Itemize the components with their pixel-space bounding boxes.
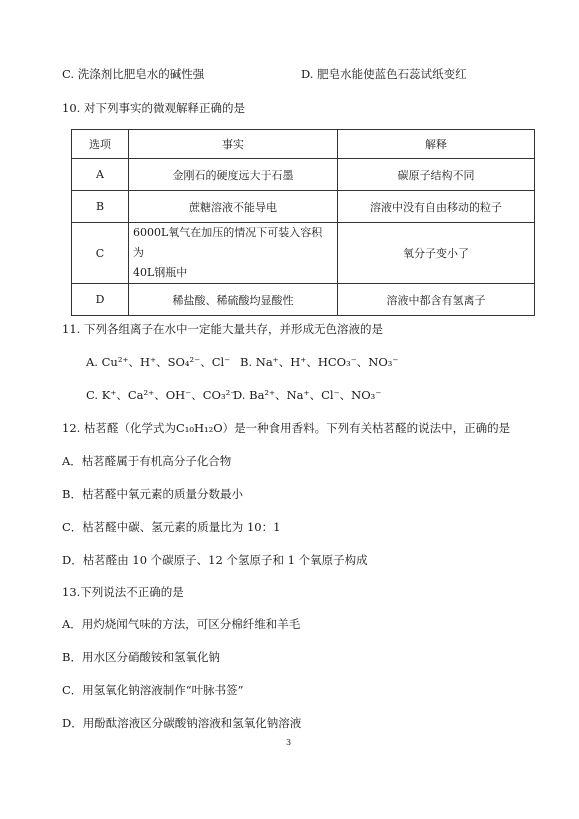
q11-option-d	[233, 387, 381, 403]
option-d-prev-question: D. 肥皂水能使蓝色石蕊试纸变红	[301, 67, 467, 81]
q13-option-a: A．用灼烧闻气味的方法，可区分棉纤维和羊毛	[62, 617, 301, 631]
row-a-explanation: 碳原子结构不同	[338, 159, 535, 191]
row-d-option: D	[72, 284, 129, 316]
page-number: 3	[286, 738, 292, 747]
q11-option-a	[86, 354, 230, 370]
q11-option-b	[240, 354, 398, 370]
row-b-explanation: 溶液中没有自由移动的粒子	[338, 191, 535, 223]
q12-option-d: D．枯茗醛由 10 个碳原子、12 个氢原子和 1 个氧原子构成	[62, 553, 368, 567]
header-fact: 事实	[129, 130, 338, 159]
q12-option-a: A．枯茗醛属于有机高分子化合物	[62, 454, 232, 468]
header-option: 选项	[72, 130, 129, 159]
row-c-fact-line2: 40L钢瓶中	[133, 266, 188, 279]
q11-option-c-label: C.	[86, 388, 99, 402]
header-explanation: 解释	[338, 130, 535, 159]
row-d-fact: 稀盐酸、稀硫酸均显酸性	[129, 284, 338, 316]
q12-option-b: B．枯茗醛中氧元素的质量分数最小	[62, 487, 243, 501]
option-c-prev-question: C. 洗涤剂比肥皂水的碱性强	[62, 67, 205, 81]
row-a-option: A	[72, 159, 129, 191]
row-c-option: C	[72, 223, 129, 284]
q13-option-b: B．用水区分硝酸铵和氢氧化钠	[62, 650, 220, 664]
question-12-stem: 12. 枯茗醛（化学式为C₁₀H₁₂O）是一种食用香料。下列有关枯茗醛的说法中，正确的是	[62, 421, 511, 435]
q13-option-c: C．用氢氧化钠溶液制作“叶脉书签”	[62, 683, 244, 697]
table-row	[72, 223, 535, 284]
question-10-table	[71, 129, 535, 316]
table-header-row	[72, 130, 535, 159]
row-b-option: B	[72, 191, 129, 223]
q11-option-b-label: B.	[240, 355, 253, 369]
row-d-explanation: 溶液中都含有氢离子	[338, 284, 535, 316]
row-c-fact	[129, 223, 338, 284]
q11-option-b-ions: Na⁺、H⁺、HCO₃⁻、NO₃⁻	[255, 355, 399, 369]
row-b-fact: 蔗糖溶液不能导电	[129, 191, 338, 223]
table-row	[72, 284, 535, 316]
question-13-stem: 13.下列说法不正确的是	[62, 585, 184, 599]
question-10-stem: 10. 对下列事实的微观解释正确的是	[62, 101, 245, 115]
table-row	[72, 191, 535, 223]
question-11-stem: 11. 下列各组离子在水中一定能大量共存，并形成无色溶液的是	[62, 322, 383, 336]
q13-option-d: D．用酚酞溶液区分碳酸钠溶液和氢氧化钠溶液	[62, 716, 302, 730]
row-c-explanation: 氧分子变小了	[338, 223, 535, 284]
q11-option-d-ions: Ba²⁺、Na⁺、Cl⁻、NO₃⁻	[249, 388, 382, 402]
row-a-fact: 金刚石的硬度远大于石墨	[129, 159, 338, 191]
q11-option-c-ions: K⁺、Ca²⁺、OH⁻、CO₃²⁻	[101, 388, 237, 402]
q11-option-d-label: D.	[233, 388, 246, 402]
table-row	[72, 159, 535, 191]
q11-option-a-ions: Cu²⁺、H⁺、SO₄²⁻、Cl⁻	[101, 355, 231, 369]
q12-option-c: C．枯茗醛中碳、氢元素的质量比为 10：1	[62, 520, 281, 534]
q11-option-c	[86, 387, 236, 403]
row-c-fact-line1: 6000L氧气在加压的情况下可装入容积为	[133, 226, 323, 259]
q11-option-a-label: A.	[86, 355, 98, 369]
